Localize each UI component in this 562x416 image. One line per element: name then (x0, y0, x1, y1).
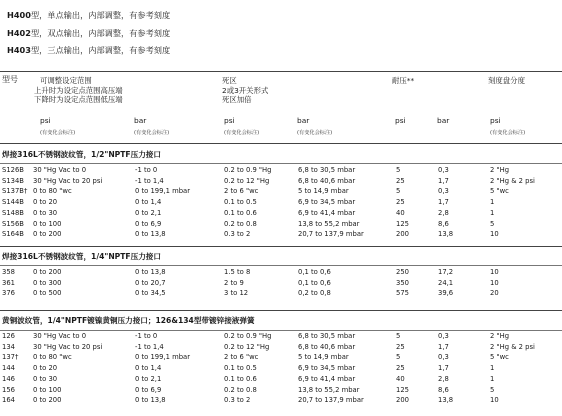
header-model: 型号 (2, 75, 18, 84)
cell-model: 134 (2, 342, 15, 351)
cell-scale: 5 "wc (490, 353, 509, 362)
table-row (0, 332, 562, 341)
table-row (0, 177, 562, 186)
unit-deadband-bar: bar (297, 116, 310, 125)
cell-deadband-psi: 3 to 12 (224, 289, 249, 298)
cell-proof-bar: 24,1 (438, 278, 454, 287)
cell-range-bar: -1 to 1,4 (135, 342, 164, 351)
table-row (0, 166, 562, 175)
cell-deadband-bar: 6,9 to 41,4 mbar (298, 208, 356, 217)
cell-range-bar: 0 to 6,9 (135, 219, 162, 228)
table-row (0, 386, 562, 395)
cell-deadband-psi: 2 to 6 "wc (224, 187, 259, 196)
cell-scale: 2 "Hg (490, 166, 510, 174)
unit-proof-psi: psi (395, 116, 406, 125)
intro-line: H402型，双点输出，内部调整，有参考刻度 (7, 27, 171, 38)
cell-proof-psi: 25 (396, 364, 405, 373)
cell-proof-psi: 5 (396, 187, 401, 196)
header-bottom-rule (0, 143, 562, 144)
cell-deadband-psi: 0.3 to 2 (224, 230, 251, 239)
cell-deadband-bar: 20,7 to 137,9 mbar (298, 396, 364, 405)
cell-deadband-bar: 6,8 to 40,6 mbar (298, 176, 356, 185)
cell-proof-bar: 8,6 (438, 385, 449, 394)
cell-deadband-bar: 6,9 to 41,4 mbar (298, 374, 356, 383)
unit-proof-bar: bar (437, 116, 450, 125)
header-deadband-title: 死区 (222, 76, 237, 85)
section-rule (0, 330, 562, 331)
cell-range-psi: 0 to 80 "wc (33, 187, 72, 196)
cell-range-psi: 0 to 500 (33, 289, 62, 298)
cell-deadband-bar: 13,8 to 55,2 mbar (298, 385, 360, 394)
cell-scale: 1 (490, 208, 495, 217)
cell-model: S137B† (2, 187, 28, 196)
cell-scale: 2 "Hg & 2 psi (490, 176, 535, 185)
cell-proof-bar: 17,2 (438, 268, 454, 276)
cell-deadband-bar: 6,8 to 30,5 mbar (298, 166, 356, 174)
cell-deadband-psi: 2 to 9 (224, 278, 244, 287)
cell-range-psi: 0 to 200 (33, 230, 62, 239)
cell-range-psi: 0 to 200 (33, 268, 62, 276)
header-range-title: 可调整设定范围 (40, 76, 92, 85)
table-row (0, 209, 562, 218)
cell-deadband-bar: 5 to 14,9 mbar (298, 187, 349, 196)
cell-proof-psi: 5 (396, 166, 401, 174)
unit-scale-psi: psi (490, 116, 501, 125)
cell-range-bar: 0 to 13,8 (135, 396, 166, 405)
cell-deadband-psi: 0.2 to 12 "Hg (224, 176, 270, 185)
cell-scale: 1 (490, 198, 495, 207)
cell-deadband-psi: 0.1 to 0.6 (224, 208, 257, 217)
cell-range-bar: 0 to 2,1 (135, 208, 162, 217)
cell-model: 361 (2, 278, 15, 287)
cell-range-psi: 0 to 20 (33, 364, 58, 373)
table-row (0, 230, 562, 239)
cell-model: S164B (2, 230, 24, 239)
cell-scale: 5 (490, 385, 495, 394)
cell-range-bar: 0 to 13,8 (135, 268, 166, 276)
intro-block (7, 7, 170, 60)
cell-deadband-psi: 0.2 to 0.9 "Hg (224, 332, 272, 340)
cell-range-psi: 30 "Hg Vac to 0 (33, 332, 87, 340)
cell-proof-bar: 1,7 (438, 342, 449, 351)
cell-proof-psi: 575 (396, 289, 409, 298)
section-rule (0, 265, 562, 266)
cell-proof-bar: 13,8 (438, 230, 454, 239)
cell-range-psi: 0 to 300 (33, 278, 62, 287)
cell-deadband-bar: 0,2 to 0,8 (298, 289, 331, 298)
cell-proof-psi: 5 (396, 332, 401, 340)
cell-proof-psi: 5 (396, 353, 401, 362)
intro-line: H400型，单点输出，内部调整，有参考刻度 (7, 10, 171, 20)
cell-proof-psi: 25 (396, 176, 405, 185)
cell-range-bar: 0 to 2,1 (135, 374, 162, 383)
cell-scale: 1 (490, 374, 495, 383)
header-dial-scale: 刻度盘分度 (488, 76, 525, 85)
cell-scale: 5 (490, 219, 495, 228)
cell-deadband-bar: 5 to 14,9 mbar (298, 353, 349, 362)
cell-proof-bar: 39,6 (438, 289, 454, 298)
cell-deadband-bar: 13,8 to 55,2 mbar (298, 219, 360, 228)
section-end-rule (0, 246, 562, 247)
table-row (0, 279, 562, 288)
cell-range-bar: -1 to 0 (135, 332, 158, 340)
note-deadband-bar: (有变化会标注) (297, 130, 333, 136)
cell-deadband-psi: 0.3 to 2 (224, 396, 251, 405)
cell-proof-psi: 200 (396, 396, 409, 405)
cell-range-bar: 0 to 199,1 mbar (135, 187, 190, 196)
section-title: 焊接316L不锈钢波纹管，1/2"NPTF压力接口 (2, 150, 161, 159)
header-deadband-line1: 2或3开关形式 (222, 85, 269, 95)
cell-scale: 10 (490, 268, 499, 276)
unit-range-bar: bar (134, 116, 147, 125)
cell-proof-psi: 200 (396, 230, 409, 239)
cell-scale: 10 (490, 278, 499, 287)
cell-proof-bar: 1,7 (438, 364, 449, 373)
cell-model: 156 (2, 385, 15, 394)
cell-proof-bar: 13,8 (438, 396, 454, 405)
cell-model: S156B (2, 219, 24, 228)
cell-range-psi: 0 to 200 (33, 396, 62, 405)
note-range-bar: (有变化会标注) (134, 130, 170, 136)
intro-line: H403型，三点输出，内部调整，有参考刻度 (7, 45, 171, 55)
cell-deadband-bar: 0,1 to 0,6 (298, 278, 331, 287)
cell-model: 146 (2, 374, 15, 383)
cell-model: 376 (2, 289, 15, 298)
header-proof-pressure: 耐压** (392, 76, 415, 85)
table-row (0, 220, 562, 229)
cell-model: S148B (2, 208, 24, 217)
cell-range-psi: 0 to 30 (33, 374, 58, 383)
header-range-line2: 下降时为设定点范围低压端 (34, 95, 123, 104)
cell-proof-psi: 125 (396, 385, 409, 394)
cell-deadband-bar: 6,9 to 34,5 mbar (298, 198, 356, 207)
cell-proof-psi: 250 (396, 268, 409, 276)
cell-proof-bar: 0,3 (438, 166, 449, 174)
cell-scale: 5 "wc (490, 187, 509, 196)
cell-deadband-psi: 0.2 to 0.8 (224, 385, 257, 394)
cell-range-bar: 0 to 1,4 (135, 364, 162, 373)
table-row (0, 343, 562, 352)
cell-proof-psi: 25 (396, 342, 405, 351)
cell-model: 126 (2, 332, 15, 340)
cell-deadband-psi: 0.2 to 12 "Hg (224, 342, 270, 351)
cell-deadband-psi: 0.2 to 0.8 (224, 219, 257, 228)
cell-range-bar: 0 to 1,4 (135, 198, 162, 207)
cell-scale: 10 (490, 230, 499, 239)
cell-deadband-psi: 0.1 to 0.5 (224, 364, 257, 373)
cell-range-psi: 0 to 30 (33, 208, 58, 217)
cell-range-psi: 0 to 80 "wc (33, 353, 72, 362)
note-scale-psi: (有变化会标注) (490, 130, 526, 136)
section-title: 焊接316L不锈钢波纹管，1/4"NPTF压力接口 (2, 252, 161, 261)
unit-range-psi: psi (40, 116, 51, 125)
cell-proof-psi: 350 (396, 278, 409, 287)
table-row (0, 289, 562, 298)
cell-deadband-bar: 0,1 to 0,6 (298, 268, 331, 276)
cell-deadband-psi: 0.1 to 0.6 (224, 374, 257, 383)
section-end-rule (0, 310, 562, 311)
table-row (0, 396, 562, 405)
cell-model: S144B (2, 198, 24, 207)
table-row (0, 375, 562, 384)
cell-range-bar: 0 to 6,9 (135, 385, 162, 394)
cell-proof-bar: 8,6 (438, 219, 449, 228)
table-row (0, 187, 562, 196)
section-rule (0, 163, 562, 164)
cell-range-bar: 0 to 20,7 (135, 278, 166, 287)
cell-model: 137† (2, 353, 19, 362)
cell-range-psi: 30 "Hg Vac to 0 (33, 166, 87, 174)
cell-range-bar: 0 to 34,5 (135, 289, 166, 298)
cell-model: 358 (2, 268, 15, 276)
cell-range-bar: 0 to 199,1 mbar (135, 353, 190, 362)
cell-proof-bar: 0,3 (438, 332, 449, 340)
cell-range-psi: 0 to 100 (33, 385, 62, 394)
cell-deadband-psi: 2 to 6 "wc (224, 353, 259, 362)
cell-scale: 20 (490, 289, 499, 298)
cell-proof-bar: 2,8 (438, 374, 449, 383)
cell-deadband-bar: 6,9 to 34,5 mbar (298, 364, 356, 373)
cell-proof-bar: 0,3 (438, 353, 449, 362)
cell-proof-psi: 40 (396, 374, 405, 383)
cell-proof-psi: 125 (396, 219, 409, 228)
header-deadband-line2: 死区加倍 (222, 95, 252, 104)
cell-model: 164 (2, 396, 15, 405)
cell-scale: 10 (490, 396, 499, 405)
table-row (0, 198, 562, 207)
cell-deadband-bar: 6,8 to 30,5 mbar (298, 332, 356, 340)
cell-model: S134B (2, 176, 24, 185)
header-range-line1: 上升时为设定点范围高压端 (34, 85, 123, 95)
section-title: 黄铜波纹管，1/4"NPTF镀镍黄铜压力接口；126&134型带镀锌接液弹簧 (2, 316, 255, 325)
cell-scale: 1 (490, 364, 495, 373)
cell-deadband-psi: 0.2 to 0.9 "Hg (224, 166, 272, 174)
cell-deadband-bar: 20,7 to 137,9 mbar (298, 230, 364, 239)
note-deadband-psi: (有变化会标注) (224, 130, 260, 136)
cell-range-bar: 0 to 13,8 (135, 230, 166, 239)
unit-deadband-psi: psi (224, 116, 235, 125)
cell-range-psi: 0 to 20 (33, 198, 58, 207)
table-row (0, 268, 562, 277)
cell-deadband-psi: 1.5 to 8 (224, 268, 251, 276)
cell-scale: 2 "Hg & 2 psi (490, 342, 535, 351)
cell-proof-bar: 1,7 (438, 198, 449, 207)
table-row (0, 364, 562, 373)
cell-range-psi: 0 to 100 (33, 219, 62, 228)
note-range-psi: (有变化会标注) (40, 130, 76, 136)
cell-range-psi: 30 "Hg Vac to 20 psi (33, 342, 103, 351)
cell-range-bar: -1 to 1,4 (135, 176, 164, 185)
table-row (0, 353, 562, 362)
cell-proof-psi: 40 (396, 208, 405, 217)
cell-proof-bar: 1,7 (438, 176, 449, 185)
cell-model: 144 (2, 364, 15, 373)
cell-deadband-bar: 6,8 to 40,6 mbar (298, 342, 356, 351)
cell-proof-psi: 25 (396, 198, 405, 207)
cell-range-psi: 30 "Hg Vac to 20 psi (33, 176, 103, 185)
cell-scale: 2 "Hg (490, 332, 510, 340)
cell-proof-bar: 2,8 (438, 208, 449, 217)
cell-deadband-psi: 0.1 to 0.5 (224, 198, 257, 207)
cell-range-bar: -1 to 0 (135, 166, 158, 174)
cell-model: S126B (2, 166, 24, 174)
header-top-rule (0, 71, 562, 72)
cell-proof-bar: 0,3 (438, 187, 449, 196)
